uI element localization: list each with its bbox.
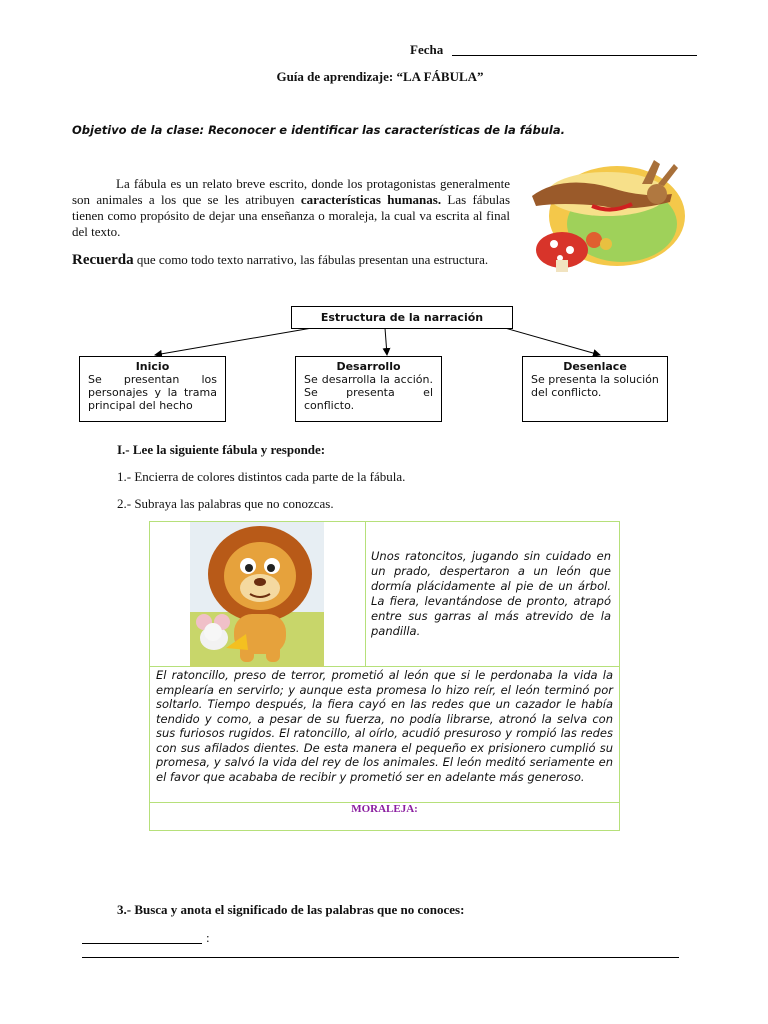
diagram-node-desenlace bbox=[522, 356, 668, 422]
question-2: 2.- Subraya las palabras que no conozcas. bbox=[117, 496, 334, 511]
intro-text-a: La fábula es un relato breve escrito, donde los protagonistas generalmente son animales a los que se les atribuyen bbox=[72, 176, 510, 207]
section1-heading: I.- Lee la siguiente fábula y responde: bbox=[117, 442, 326, 457]
page-title: Guía de aprendizaje: “LA FÁBULA” bbox=[276, 69, 484, 84]
section3-heading: 3.- Busca y anota el significado de las palabras que no conoces: bbox=[117, 902, 465, 917]
objective: Objetivo de la clase: Reconocer e identificar las características de la fábula. bbox=[72, 123, 565, 137]
node-title: Desenlace bbox=[563, 360, 627, 373]
node-title: Inicio bbox=[135, 360, 170, 373]
recuerda-label: Recuerda bbox=[72, 252, 134, 268]
lion-mouse-illustration bbox=[190, 522, 324, 667]
intro-text-b: Las fábulas tienen como propósito de dejar una enseñanza o moraleja, la cual va escrita al final del texto. bbox=[72, 192, 511, 239]
fable-part-2: El ratoncillo, preso de terror, prometió al león que si le perdonaba la vida la emplearía en servirlo; y aunque esta promesa lo hizo reír, el león terminó por soltarlo. Tiempo después, la fiera cayó en las redes que un cazador le había tendido y como, a pesar de su fuerza, no podía librarse, atronó la selva con sus furiosos rugidos. El ratoncillo, al oírlo, acudió presuroso y rompió las redes con sus afilados dientes. De esta manera el pequeño ex prisionero cumplió su promesa, y salvó la vida del rey de los animales. El león meditó seriamente en el favor que acababa de recibir y prometió ser en adelante más generoso. bbox=[156, 668, 613, 784]
recuerda-text: que como todo texto narrativo, las fábulas presentan una estructura. bbox=[133, 252, 489, 267]
meaning-answer-line[interactable] bbox=[82, 957, 679, 958]
fable-part-1: Unos ratoncitos, jugando sin cuidado en un prado, despertaron a un león que dormía plácidamente al pie de un árbol. La fiera, levantándose de pronto, atrapó entre sus garras al más atrevido de la pandilla. bbox=[371, 549, 611, 638]
diagram-node-desarrollo bbox=[295, 356, 442, 422]
intro-text-bold: características humanas. bbox=[300, 192, 442, 207]
node-text: Se presentan los personajes y la trama principal del hecho bbox=[88, 373, 217, 412]
node-text: Se desarrolla la acción. Se presenta el conflicto. bbox=[304, 373, 433, 412]
node-title: Desarrollo bbox=[336, 360, 401, 373]
moraleja-answer-area[interactable] bbox=[150, 818, 619, 830]
diagram-node-inicio bbox=[79, 356, 226, 422]
question-1: 1.- Encierra de colores distintos cada parte de la fábula. bbox=[117, 469, 406, 484]
word-answer-line[interactable] bbox=[82, 943, 202, 944]
word-colon: : bbox=[206, 930, 210, 945]
moraleja-label: MORALEJA: bbox=[351, 803, 418, 815]
diagram-root: Estructura de la narración bbox=[291, 306, 513, 329]
fecha-label: Fecha bbox=[410, 42, 444, 57]
node-text: Se presenta la solución del conflicto. bbox=[531, 373, 659, 399]
fable-table-vline bbox=[365, 521, 366, 667]
